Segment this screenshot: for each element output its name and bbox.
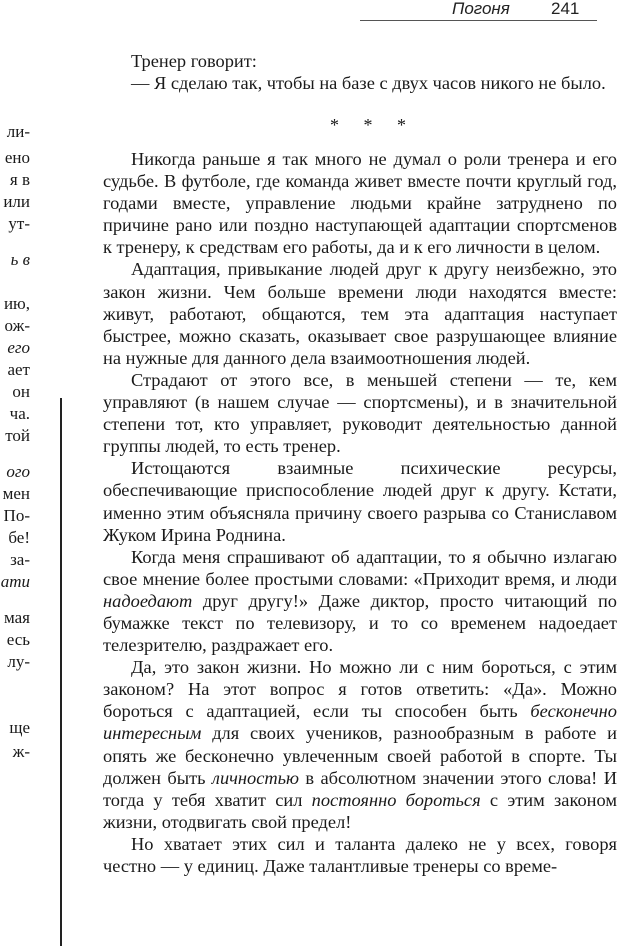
margin-fragment: есь [6, 630, 30, 649]
margin-fragment: ще [9, 718, 30, 737]
header-rule [360, 20, 597, 21]
margin-fragment: за- [10, 550, 30, 569]
margin-fragment: или [3, 192, 30, 211]
p6-text-c: в абсолютном значении этого слова! И тогда у тебя хватит сил [103, 767, 617, 810]
paragraph-4: Истощаются взаимные психические ресурсы, обеспечивающие приспособление людей друг к другу. Кстати, именно этим объясняла причину своего разрыва со Станиславом Жуком Ирина Роднина. [103, 458, 617, 545]
margin-fragment: бе! [8, 528, 30, 547]
p5-emphasis: надоедают [103, 590, 193, 611]
margin-fragment: его [7, 338, 30, 357]
margin-fragment: лу- [7, 652, 30, 671]
p6-text-a: Да, это закон жизни. Но можно ли с ним бороться, с этим законом? На этот вопрос я готов ответить: «Да». Можно бороться с адаптацией, если ты способен быть [103, 657, 617, 722]
intro [103, 50, 617, 94]
margin-fragment: ь в [10, 250, 30, 269]
margin-fragment: ча. [9, 404, 30, 423]
margin-fragment: он [12, 382, 30, 401]
p6-emphasis-2: личностью [211, 767, 300, 788]
paragraph-6 [103, 656, 617, 833]
main-text [103, 148, 617, 877]
paragraph-2: Адаптация, привыкание людей друг к другу неизбежно, это закон жизни. Чем больше времени люди находятся вместе: живут, работают, общаются, тем эта адаптация наступает быстрее, можно сказать, оказывает свое разрушающее влияние на нужные для данного дела взаимоотношения людей. [103, 259, 617, 368]
p6-text-d: с этим законом жизни, отодвигать свой предел! [103, 789, 617, 832]
intro-line-1: Тренер говорит: [131, 51, 257, 71]
margin-fragment: ж- [12, 742, 30, 761]
margin-fragment: той [5, 426, 30, 445]
margin-fragment: ут- [8, 214, 30, 233]
margin-fragment: ож- [4, 316, 30, 335]
margin-fragment: По- [3, 506, 30, 525]
running-title: Погоня [452, 0, 510, 18]
intro-line-2: — Я сделаю так, чтобы на базе с двух часов никого не было. [131, 73, 606, 94]
margin-fragment: ли- [6, 122, 30, 141]
margin-fragment: ати [0, 572, 30, 591]
paragraph-1: Никогда раньше я так много не думал о роли тренера и его судьбе. В футболе, где команда живет вместе почти круглый год, годами вместе, управление людьми крайне затруднено по причине рано или поздно наступающей адаптации спортсменов к тренеру, к средствам его работы, да и к его личности в целом. [103, 149, 617, 258]
p6-emphasis-1: бесконечно интересным [103, 701, 617, 744]
paragraph-5 [103, 546, 617, 656]
margin-fragment: мен [2, 484, 30, 503]
margin-fragment: я в [9, 170, 30, 189]
page-number: 241 [551, 0, 580, 18]
p5-text-a: Когда меня спрашивают об адаптации, то я обычно излагаю свое мнение более простыми словами: «Приходит время, и люди [103, 546, 617, 589]
margin-fragment: ает [7, 360, 30, 379]
margin-fragment: мая [3, 608, 30, 627]
margin-fragment: ого [6, 462, 30, 481]
margin-fragment: ию, [3, 294, 30, 313]
p5-text-b: друг другу!» Даже диктор, просто читающий по бумажке текст по телевизору, и то со временем надоедает телезрителю, раздражает его. [103, 590, 617, 656]
section-separator: * * * [330, 115, 416, 135]
p6-text-b: для своих учеников, разнообразным в работе и опять же бесконечно увлеченным своей работой в спорте. Ты должен быть [103, 723, 617, 788]
paragraph-3: Страдают от этого все, в меньшей степени — те, кем управляют (в нашем случае — спортсмены), и в значительной степени тот, кто управляет, руководит деятельностью данной группы людей, то есть тренер. [103, 369, 617, 457]
gutter-line [60, 398, 62, 946]
paragraph-7: Но хватает этих сил и таланта далеко не у всех, говоря честно — у единиц. Даже талантливые тренеры со време- [103, 833, 617, 876]
margin-fragment: ено [4, 148, 30, 167]
p6-emphasis-3: постоянно бороться [311, 789, 481, 810]
